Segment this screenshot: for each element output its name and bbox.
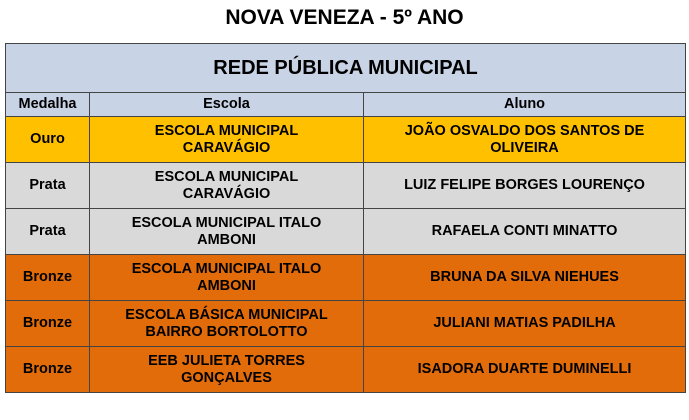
student-cell: RAFAELA CONTI MINATTO (364, 209, 686, 255)
medal-cell: Prata (6, 163, 90, 209)
table-banner-row (6, 44, 686, 93)
school-line-2: GONÇALVES (181, 369, 272, 386)
table-row (6, 347, 686, 393)
medal-cell: Bronze (6, 347, 90, 393)
page-title: NOVA VENEZA - 5º ANO (225, 6, 464, 29)
student-cell: BRUNA DA SILVA NIEHUES (364, 255, 686, 301)
table-row (6, 301, 686, 347)
medal-cell: Prata (6, 209, 90, 255)
school-line-2: BAIRRO BORTOLOTTO (145, 323, 308, 340)
school-cell (90, 255, 364, 301)
school-cell (90, 301, 364, 347)
column-header-medalha: Medalha (6, 93, 90, 117)
school-line-2: CARAVÁGIO (182, 139, 271, 156)
school-cell (90, 163, 364, 209)
column-header-aluno: Aluno (364, 93, 686, 117)
student-cell: LUIZ FELIPE BORGES LOURENÇO (364, 163, 686, 209)
school-line-1: ESCOLA MUNICIPAL (154, 168, 299, 185)
table-banner: REDE PÚBLICA MUNICIPAL (6, 44, 686, 93)
school-line-1: ESCOLA BÁSICA MUNICIPAL (125, 306, 328, 323)
medal-cell: Bronze (6, 301, 90, 347)
school-line-1: ESCOLA MUNICIPAL (154, 122, 299, 139)
school-cell (90, 117, 364, 163)
school-line-1: ESCOLA MUNICIPAL ITALO (131, 214, 322, 231)
medal-cell: Ouro (6, 117, 90, 163)
school-line-1: EEB JULIETA TORRES (148, 352, 305, 369)
student-cell: JULIANI MATIAS PADILHA (364, 301, 686, 347)
student-cell: ISADORA DUARTE DUMINELLI (364, 347, 686, 393)
table-row (6, 209, 686, 255)
table-row (6, 255, 686, 301)
column-header-escola: Escola (90, 93, 364, 117)
table-header-row (6, 93, 686, 117)
school-line-2: AMBONI (197, 277, 256, 294)
school-cell (90, 347, 364, 393)
results-table (5, 43, 686, 393)
student-line-2: OLIVEIRA (490, 139, 559, 156)
student-cell (364, 117, 686, 163)
school-line-2: CARAVÁGIO (182, 185, 271, 202)
school-line-1: ESCOLA MUNICIPAL ITALO (131, 260, 322, 277)
table-row (6, 163, 686, 209)
school-line-2: AMBONI (197, 231, 256, 248)
school-cell (90, 209, 364, 255)
table-row (6, 117, 686, 163)
medal-cell: Bronze (6, 255, 90, 301)
student-line-1: JOÃO OSVALDO DOS SANTOS DE (404, 122, 645, 139)
